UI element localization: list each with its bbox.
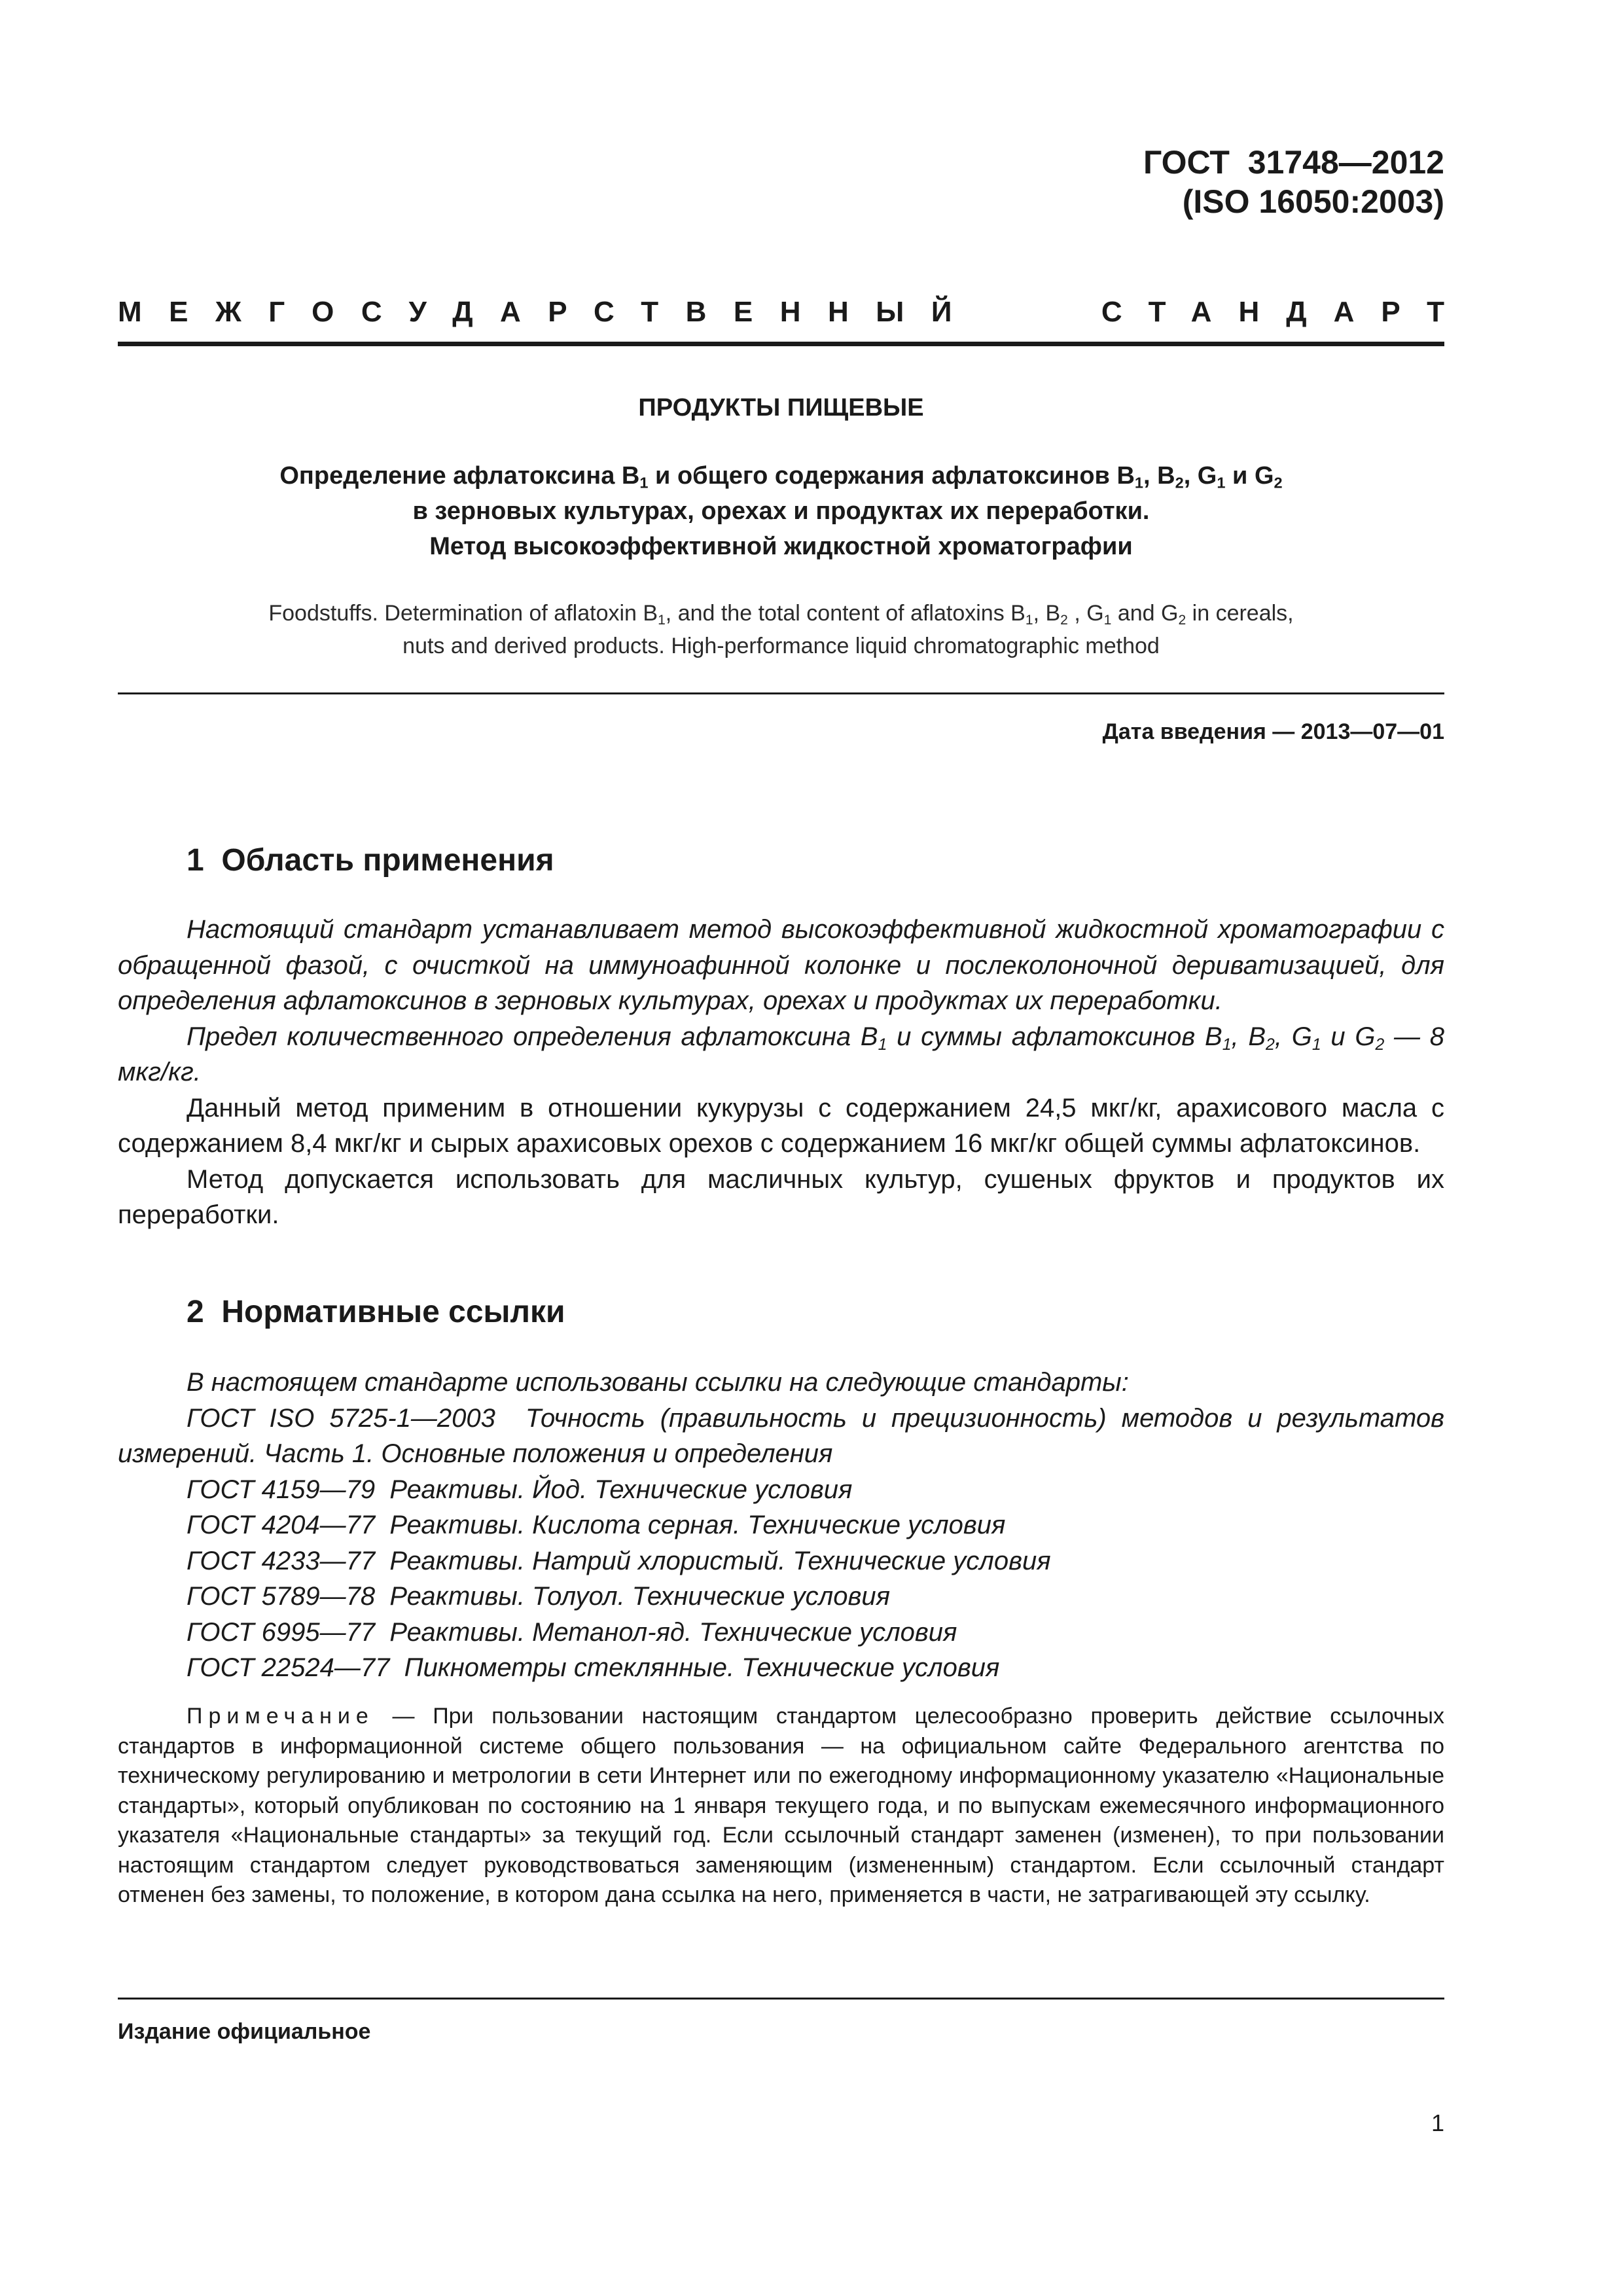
standard-kind: [118, 295, 1471, 330]
iso-reference: (ISO 16050:2003): [1182, 183, 1444, 220]
main-title: ПРОДУКТЫ ПИЩЕВЫЕ: [638, 394, 924, 422]
reference-item: ГОСТ 4159—79 Реактивы. Йод. Технические условия: [187, 1475, 853, 1504]
kind-right: СТАНДАРТ: [1101, 296, 1471, 328]
russian-title-line1: Определение афлатоксина $B_1$ и общего содержания афлатоксинов $B_1$, $B_2$, $G_1$ и $G_2$: [279, 462, 1283, 492]
scope-paragraph: Настоящий стандарт устанавливает метод высокоэффективной жидкостной хроматографии с обращенной фазой, с очисткой на иммуноафинной колонке и послеколоночной дериватизацией, для определения афлатоксинов в зерновых культурах, орехах и продуктах их переработки.: [118, 915, 1444, 1015]
english-title-line1: Foodstuffs. Determination of aflatoxin $B_1$, and the total content of aflatoxins $B_1$, $B_2$ , $G_1$ and $G_2$ in cereals,: [268, 601, 1294, 628]
note-label: Примечание: [187, 1704, 374, 1729]
section2-heading: 2 Нормативные ссылки: [187, 1295, 565, 1329]
section1-heading: 1 Область применения: [187, 843, 554, 878]
reference-item: ГОСТ 4204—77 Реактивы. Кислота серная. Технические условия: [187, 1511, 1006, 1539]
note-paragraph: [118, 1702, 1444, 1910]
russian-title-line2: в зерновых культурах, орехах и продуктах их переработки.: [412, 497, 1150, 525]
reference-item: ГОСТ 5789—78 Реактивы. Толуол. Технические условия: [187, 1582, 890, 1611]
header-rule: [118, 342, 1444, 346]
gost-number: ГОСТ 31748—2012: [1143, 144, 1444, 181]
extension-paragraph: Метод допускается использовать для масличных культур, сушеных фруктов и продуктов их переработки.: [118, 1164, 1444, 1229]
kind-left: МЕЖГОСУДАРСТВЕННЫЙ: [118, 296, 979, 328]
english-title: [118, 597, 1444, 662]
introduction-date: Дата введения — 2013—07—01: [1102, 719, 1444, 744]
quantification-limit: Предел количественного определения афлатоксина $B_1$ и суммы афлатоксинов $B_1$, $B_2$, $G_1$ и $G_2$ — 8 мкг/кг.: [118, 1022, 1445, 1086]
standard-designation: [1143, 143, 1444, 221]
section2-body: [118, 1365, 1452, 1686]
reference-item: ГОСТ 22524—77 Пикнометры стеклянные. Технические условия: [187, 1653, 1000, 1682]
footer-rule: [118, 1998, 1444, 2000]
reference-item: ГОСТ 6995—77 Реактивы. Метанол-яд. Технические условия: [187, 1617, 957, 1647]
references-intro: В настоящем стандарте использованы ссылки на следующие стандарты:: [187, 1368, 1129, 1397]
russian-title: [118, 458, 1444, 564]
applicability-paragraph: Данный метод применим в отношении кукурузы с содержанием 24,5 мкг/кг, арахисового масла с содержанием 8,4 мкг/кг и сырых арахисовых орехов с содержанием 16 мкг/кг общей суммы афлатоксинов.: [118, 1093, 1444, 1158]
note-text: — При пользовании настоящим стандартом целесообразно проверить действие ссылочных стандартов в информационной системе общего пользования — на официальном сайте Федерального агентства по техническому регулированию и метрологии в сети Интернет или по ежегодному информационному указателю «Национальные стандарты», который опубликован по состоянию на 1 января текущего года, и по выпускам ежемесячного информационного указателя «Национальные стандарты» за текущий год. Если ссылочный стандарт заменен (изменен), то при пользовании настоящим стандартом следует руководствоваться заменяющим (измененным) стандартом. Если ссылочный стандарт отменен без замены, то положение, в котором дана ссылка на него, применяется в части, не затрагивающей эту ссылку.: [118, 1704, 1444, 1907]
official-edition: Издание официальное: [118, 2019, 371, 2044]
section1-body: [118, 912, 1444, 1233]
reference-item: ГОСТ 4233—77 Реактивы. Натрий хлористый. Технические условия: [187, 1546, 1051, 1575]
reference-item: ГОСТ ISO 5725-1—2003 Точность (правильность и прецизионность) методов и результатов измерений. Часть 1. Основные положения и определения: [118, 1403, 1452, 1468]
english-title-line2: nuts and derived products. High-performance liquid chromatographic method: [402, 634, 1160, 658]
russian-title-line3: Метод высокоэффективной жидкостной хроматографии: [429, 533, 1133, 560]
title-rule: [118, 692, 1444, 694]
page-number: 1: [1431, 2109, 1444, 2136]
